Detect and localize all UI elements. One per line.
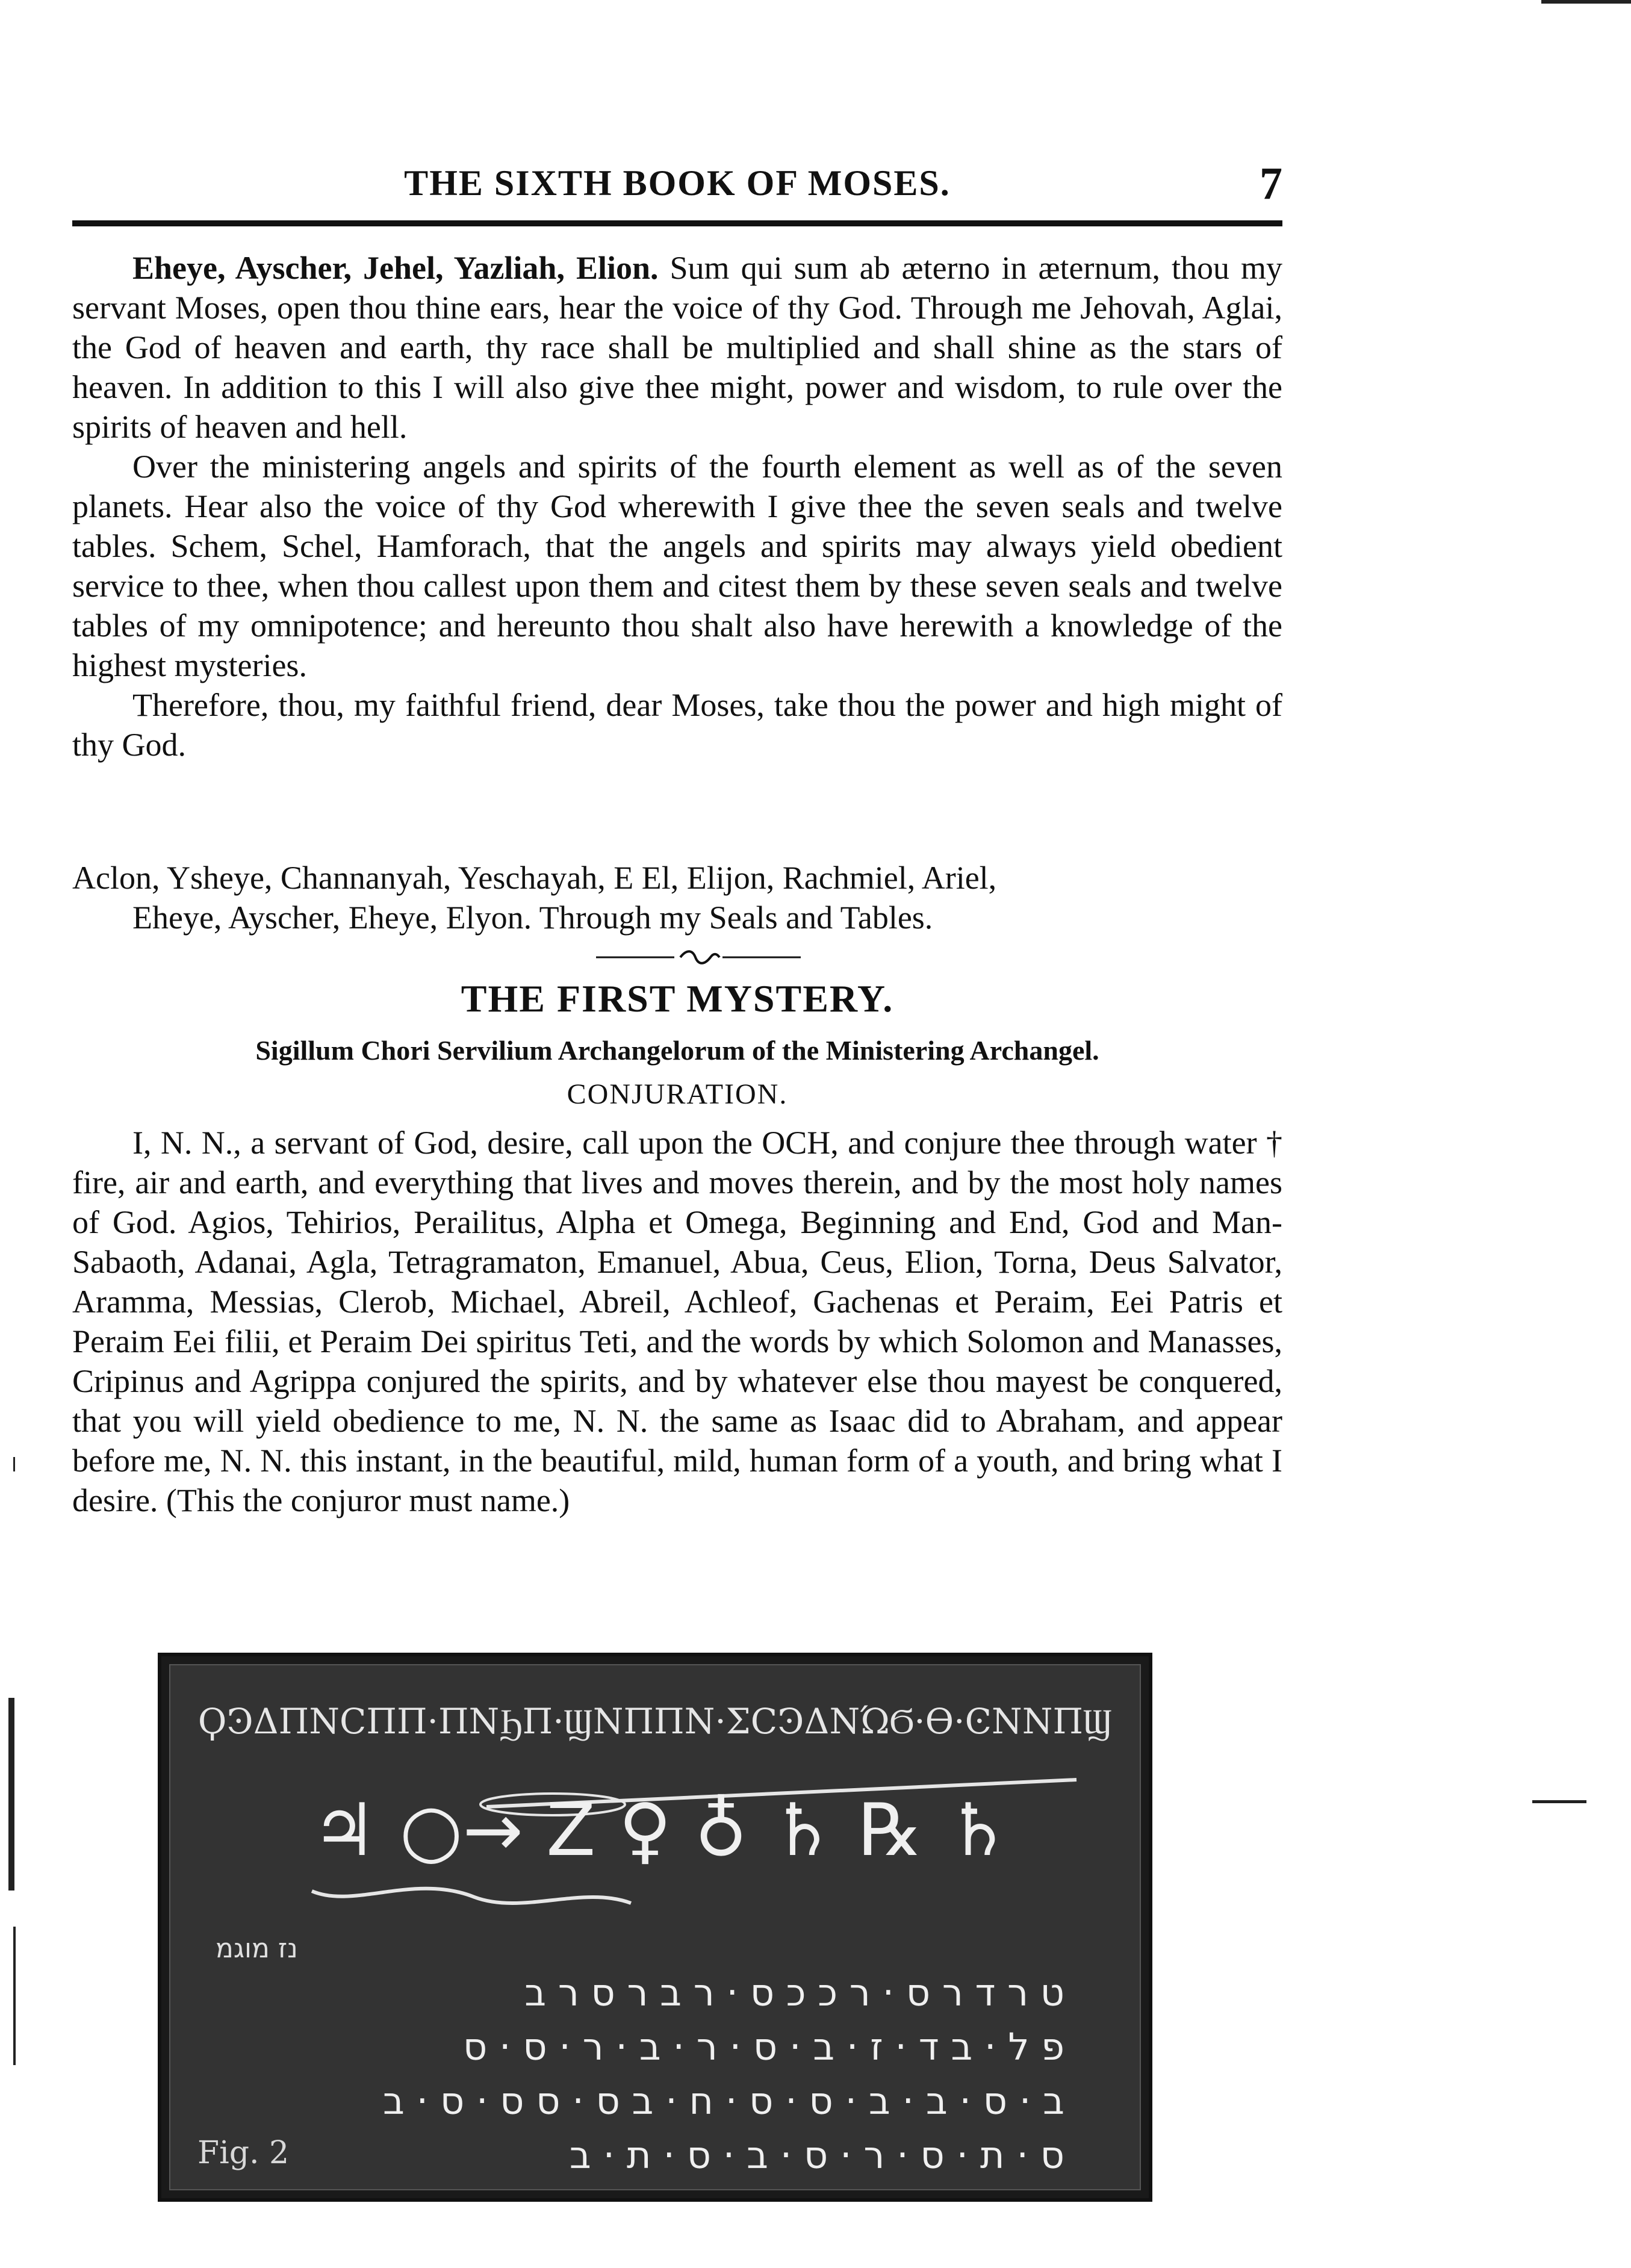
seal-row-3: ט ר ד ר ס · ר כ כ ס · ר ב ר ס ר ב [524,1971,1064,2015]
seal-illustration [158,1653,1152,2202]
scan-edge-mark [1532,1800,1586,1803]
seal-figure-label: Fig. 2 [197,2135,290,2171]
seal-graphic [161,1656,1149,2198]
seal-row-6: ס · ת · ס · ר · ס · ב · ס · ת · ב [569,2133,1064,2177]
seal-row-4: פ ל · ב ד · ז · ב · ס · ר · ב · ר · ס · ס [462,2025,1064,2069]
conjuration-block [72,1123,1282,1520]
conjuration-heading: CONJURATION. [567,1078,788,1110]
paragraph-1-rest: Sum qui sum ab æterno in æternum, thou my servant Moses, open thou thine ears, hear the voice of thy God. Through me Jehovah, Aglai, the God of heaven and earth, thy race shall be multiplied and shall shine as the stars of heaven. In addition to this I will also give thee might, power and wisdom, to rule over the spirits of heaven and hell. [72,250,1282,445]
running-header [72,158,1282,217]
seal-row-symbols: ♃ ○→ Z ♀ ♁ ♄ ℞ ♄ [312,1789,1011,1872]
paragraph-3: Therefore, thou, my faithful friend, dear Moses, take thou the power and high might of thy God. [72,687,1282,763]
paragraph-1-lead: Eheye, Ayscher, Jehel, Yazliah, Elion. [132,250,659,286]
divine-names-line-2: Eheye, Ayscher, Eheye, Elyon. Through my Seals and Tables. [132,899,933,936]
paragraph-1 [72,248,1282,447]
seal-row-mid: נז מוגמ [216,1933,298,1964]
divine-names-line-1: Aclon, Ysheye, Channanyah, Yeschayah, E El, Elijon, Rachmiel, Ariel, [72,860,997,896]
seal-row-5: ב · ס · ב · ב · ס · ס · ח · ב ס · ס ס · ס · ב [382,2079,1064,2123]
section-ornament [596,948,801,966]
conjuration-text: I, N. N., a servant of God, desire, call upon the OCH, and conjure thee through water † fire, air and earth, and everything that lives and moves therein, and by the most holy names of God. Agios, Tehirios, Perailitus, Alpha et Omega, Beginning and End, God and Man-Sabaoth, Adanai, Agla, Tetragramaton, Emanuel, Abua, Ceus, Elion, Torna, Deus Salvator, Aramma, Messias, Clerob, Michael, Abreil, Achleof, Gachenas et Peraim, Eei Patris et Peraim Eei filii, et Peraim Dei spiritus Teti, and the words by which Solomon and Manasses, Cripinus and Agrippa conjured the spirits, and by whatever else thou mayest be conquered, that you will yield obedience to me, N. N. the same as Isaac did to Abraham, and appear before me, N. N. this instant, in the beautiful, mild, human form of a youth, and bring what I desire. (This the conjuror must name.) [72,1125,1282,1518]
scan-edge-mark [1541,0,1631,4]
page-number: 7 [1260,158,1282,209]
seal-row-top: ϘϿΔΠΝϹΠΠ·ΠΝϦΠ·ϢΝΠΠΝ·ΣϹϿΔΝΏϬ·ϴ·ϾΝΝΠϢ [197,1701,1113,1742]
scan-edge-mark [13,1457,15,1471]
section-title: THE FIRST MYSTERY. [461,977,894,1020]
scan-edge-mark [8,1698,14,1891]
running-header-title: THE SIXTH BOOK OF MOSES. [404,163,951,203]
header-rule [72,220,1282,226]
paragraph-2: Over the ministering angels and spirits of the fourth element as well as of the seven planets. Hear also the voice of thy God wherewith I give thee the seven seals and twelve tables. Schem, Schel, Hamforach, that the angels and spirits may always yield obedient service to thee, when thou callest upon them and citest them by these seven seals and twelve tables of my omnipotence; and hereunto thou shalt also have herewith a knowledge of the highest mysteries. [72,449,1282,683]
section-subtitle: Sigillum Chori Servilium Archangelorum of the Ministering Archangel. [255,1035,1099,1066]
body-text-block [72,248,1282,765]
scan-edge-mark [13,1927,16,2065]
divine-names-block [72,858,1282,937]
